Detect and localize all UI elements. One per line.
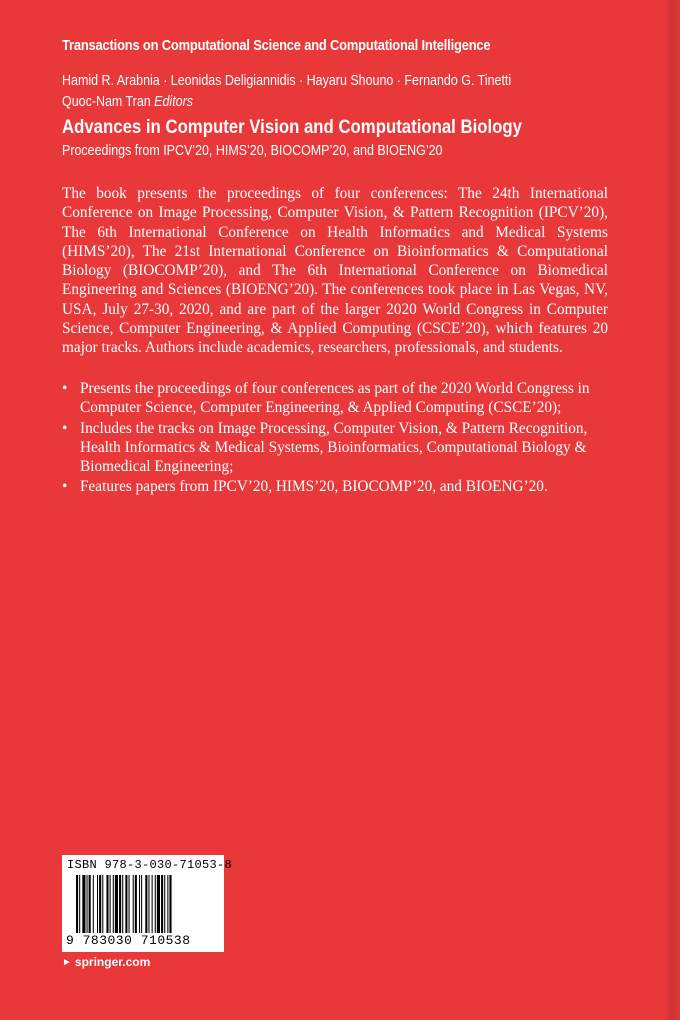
book-title: Advances in Computer Vision and Computational Biology [62, 116, 522, 138]
feature-list [62, 379, 608, 498]
publisher-link[interactable] [62, 955, 150, 969]
feature-text: Features papers from IPCV’20, HIMS’20, BIOCOMP’20, and BIOENG’20. [80, 478, 548, 496]
barcode-bar [93, 875, 94, 933]
barcode-bar [79, 875, 80, 933]
editors-role: Editors [154, 94, 194, 110]
publisher-url: springer.com [74, 955, 151, 969]
barcode-digits: 9 783030 710538 [66, 933, 191, 948]
barcode-bar [157, 875, 160, 933]
barcode-bar [87, 875, 88, 933]
barcode-bar [106, 875, 108, 933]
barcode-bar [129, 875, 130, 933]
isbn-barcode [62, 855, 233, 952]
barcode-bar [155, 875, 156, 933]
editors [62, 71, 511, 113]
barcode-bar [89, 875, 91, 933]
barcode-bar [125, 875, 127, 933]
book-description: The book presents the proceedings of four conferences: The 24th International Conference on Image Processing, Computer Vision, & Pattern Recognition (IPCV’20), The 6th International Conference on Health Informatics and Medical Systems (HIMS’20), The 21st International Conference on Bioinformatics & Computational Biology (BIOCOMP’20), and The 6th International Conference on Biomedical Engineering and Sciences (BIOENG’20). The conferences took place in Las Vegas, NV, USA, July 27-30, 2020, and are part of the larger 2020 World Congress in Computer Science, Computer Engineering, & Applied Computing (CSCE’20), which features 20 major tracks. Authors include academics, researchers, professionals, and students. [62, 185, 608, 357]
barcode-bar [99, 875, 101, 933]
arrow-icon: ► [62, 956, 72, 968]
feature-text: Includes the tracks on Image Processing, Computer Vision, & Pattern Recognition, Health Informatics & Medical Systems, Bioinformatics, Computational Biology & Biomedical Engineering; [80, 419, 588, 476]
barcode-bar [102, 875, 103, 933]
barcode-bar [113, 875, 114, 933]
barcode-bar [164, 875, 165, 933]
series-title: Transactions on Computational Science and Computational Intelligence [62, 37, 491, 54]
editors-line-2 [62, 92, 511, 113]
barcode-bar [97, 875, 98, 933]
barcode-bar [119, 875, 121, 933]
barcode-bar [122, 875, 123, 933]
barcode-bar [115, 875, 118, 933]
spine-shadow [666, 0, 680, 1020]
feature-item [62, 477, 608, 496]
barcode-bar [145, 875, 147, 933]
editor-last: Quoc-Nam Tran [62, 94, 151, 110]
barcode-bar [152, 875, 153, 933]
bullet-icon: • [62, 380, 68, 397]
barcode-bar [161, 875, 163, 933]
bullet-icon: • [62, 478, 68, 496]
barcode-bar [110, 875, 111, 933]
barcode-bars [76, 875, 216, 933]
barcode-bar [133, 875, 134, 933]
barcode-bar [139, 875, 140, 933]
barcode-bar [167, 875, 168, 933]
editors-line-1: Hamid R. Arabnia · Leonidas Deligiannidis · Hayaru Shouno · Fernando G. Tinetti [62, 73, 512, 89]
book-subtitle: Proceedings from IPCV’20, HIMS’20, BIOCOMP’20, and BIOENG’20 [62, 143, 443, 159]
isbn-label: ISBN 978-3-030-71053-8 [67, 858, 233, 872]
barcode-bar [169, 875, 171, 933]
feature-item [62, 379, 608, 418]
bullet-icon: • [62, 419, 68, 437]
barcode-bar [76, 875, 78, 933]
barcode-bar [141, 875, 142, 933]
feature-item [62, 419, 608, 477]
barcode-bar [82, 875, 85, 933]
barcode-bar [148, 875, 149, 933]
feature-text: Presents the proceedings of four conferences as part of the 2020 World Congress in Computer Science, Computer Engineering, & Applied Computing (CSCE’20); [80, 380, 590, 417]
barcode-bar [135, 875, 137, 933]
